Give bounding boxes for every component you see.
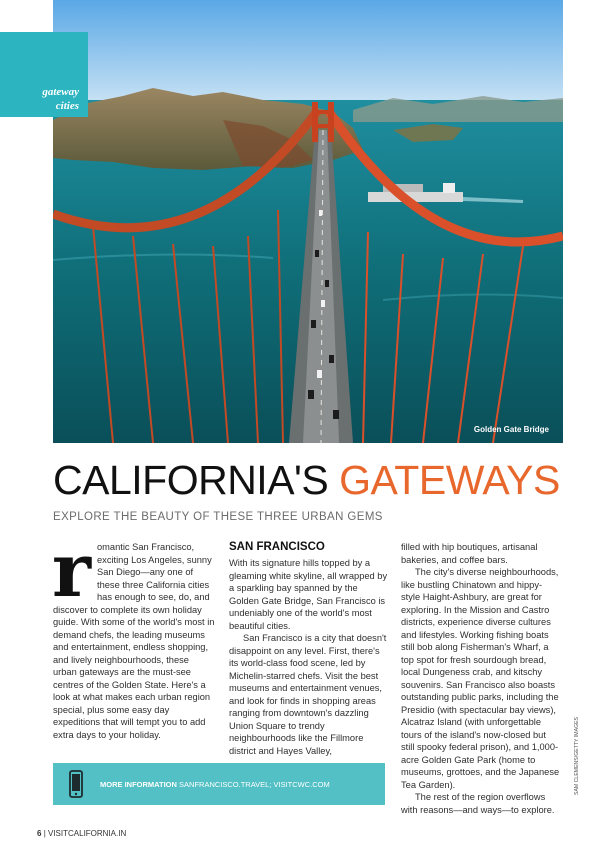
section-tab-line1: gateway <box>42 86 79 98</box>
sf-paragraph-1: With its signature hills topped by a gleaming white skyline, all wrapped by a sparkling bay spanned by the Golden Gate Bridge, San Francisco is undeniably one of the world's most beautiful cities. <box>229 558 388 631</box>
more-info-label: MORE INFORMATION <box>100 780 177 789</box>
col3-paragraph-3: The rest of the region overflows with reasons—and ways—to explore. <box>401 792 555 815</box>
section-tab-line2: cities <box>55 100 79 112</box>
footer-separator: | <box>43 829 46 838</box>
more-info-links[interactable]: SANFRANCISCO.TRAVEL; VISITCWC.COM <box>179 780 330 789</box>
column-1 <box>52 528 215 741</box>
subheading: EXPLORE THE BEAUTY OF THESE THREE URBAN GEMS <box>53 511 383 523</box>
drop-cap: r <box>52 528 91 614</box>
col3-paragraph-2: The city's diverse neighbourhoods, like bustling Chinatown and hippy-style Haight-Ashbury, are great for exploring. In the Mission and Castro districts, experience diverse cultures and lifestyles. Working fishing boats still bob along Fisherman's Wharf, a top spot for fresh sourdough bread, local Dungeness crab, and kitschy souvenirs. San Francisco also boasts outstanding public parks, including the Presidio (with spectacular bay views), Alcatraz Island (with unforgettable tours of the island's now-closed but still spooky federal prison), and 1,000-acre Golden Gate Park (home to museums, grottoes, and the Japanese Tea Garden). <box>401 567 560 790</box>
smartphone-icon <box>69 770 83 798</box>
sf-paragraph-2: San Francisco is a city that doesn't disappoint on any level. First, there's its world-class food scene, led by Michelin-starred chefs. Visit the best museums and entertainment venues, and look for finds in shopping areas ranging from downtown's dazzling Union Square to trendy neighbourhoods like the Fillmore district and Hayes Valley, <box>229 633 387 756</box>
column-3 <box>401 541 561 816</box>
more-information-box <box>53 763 385 805</box>
page-footer <box>37 829 126 838</box>
intro-paragraph: omantic San Francisco, exciting Los Angeles, sunny San Diego—any one of these three California cities has enough to see, do, and discover to complete its own holiday guide. With some of the world's most in demand chefs, the leading museums and entertainment, endless shopping, and lively neighbourhoods, these urban gateways are the must-see centres of the Golden State. Here's a look at what makes each urban region special, plus some easy day expeditions that will tempt you to add extra days to your holiday. <box>53 542 215 740</box>
title-part2: GATEWAYS <box>339 457 560 503</box>
page-number: 6 <box>37 829 42 838</box>
page-title <box>53 455 560 505</box>
col3-paragraph-1: filled with hip boutiques, artisanal bakeries, and coffee bars. <box>401 542 538 565</box>
photo-caption: Golden Gate Bridge <box>473 425 549 434</box>
golden-gate-bridge-illustration <box>53 0 563 443</box>
photo-credit: SAM CLEMENS/GETTY IMAGES <box>574 716 580 795</box>
footer-site: VISITCALIFORNIA.IN <box>48 829 127 838</box>
column-2 <box>229 541 389 757</box>
section-tab <box>0 32 88 117</box>
title-part1: CALIFORNIA'S <box>53 457 340 503</box>
hero-photo <box>53 0 563 443</box>
section-heading-san-francisco: SAN FRANCISCO <box>229 541 325 553</box>
